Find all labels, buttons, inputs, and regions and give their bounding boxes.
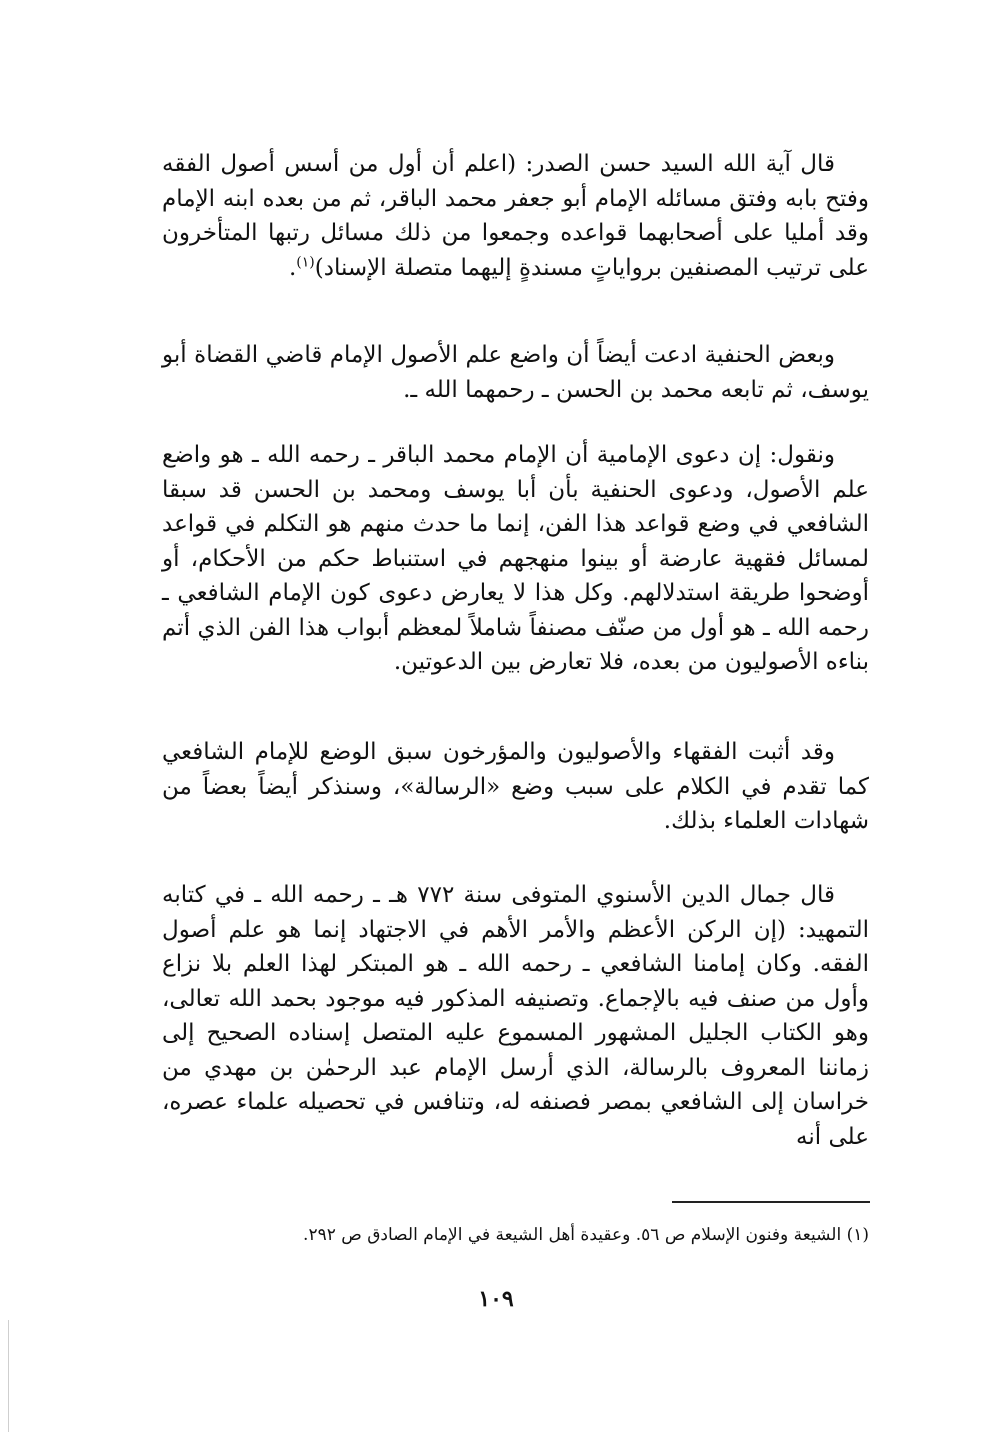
paragraph-2-text: وبعض الحنفية ادعت أيضاً أن واضع علم الأصول الإمام قاضي القضاة أبو يوسف، ثم تابعه محمد بن الحسن ـ رحمهما الله ـ.	[162, 342, 869, 403]
footnote-marker: (١)	[296, 253, 315, 270]
paragraph-1	[162, 147, 869, 285]
paragraph-1-end: .	[288, 254, 297, 281]
footnote-separator	[672, 1201, 870, 1203]
scan-edge-line	[8, 1320, 9, 1432]
page-number: ١٠٩	[478, 1286, 514, 1312]
paragraph-2	[162, 338, 869, 407]
paragraph-5-text: قال جمال الدين الأسنوي المتوفى سنة ٧٧٢ هـ ـ رحمه الله ـ في كتابه التمهيد: (إن الركن الأعظم والأمر الأهم في الاجتهاد إنما هو علم أصول الفقه. وكان إمامنا الشافعي ـ رحمه الله ـ هو المبتكر لهذا العلم بلا نزاع وأول من صنف فيه بالإجماع. وتصنيفه المذكور فيه موجود بحمد الله تعالى، وهو الكتاب الجليل المشهور المسموع عليه المتصل إسناده الصحيح إلى زماننا المعروف بالرسالة، الذي أرسل الإمام عبد الرحمٰن بن مهدي من خراسان إلى الشافعي بمصر فصنفه له، وتنافس في تحصيله علماء عصره، على أنه	[162, 882, 869, 1150]
paragraph-4	[162, 735, 869, 839]
paragraph-5	[162, 878, 869, 1154]
paragraph-3-text: ونقول: إن دعوى الإمامية أن الإمام محمد الباقر ـ رحمه الله ـ هو واضع علم الأصول، ودعوى الحنفية بأن أبا يوسف ومحمد بن الحسن قد سبقا الشافعي في وضع قواعد هذا الفن، إنما ما حدث منهم هو التكلم في قواعد لمسائل فقهية عارضة أو بينوا منهجهم في استنباط حكم من الأحكام، أو أوضحوا طريقة استدلالهم. وكل هذا لا يعارض دعوى كون الإمام الشافعي ـ رحمه الله ـ هو أول من صنّف مصنفاً شاملاً لمعظم أبواب هذا الفن الذي أتم بناءه الأصوليون من بعده، فلا تعارض بين الدعوتين.	[162, 442, 869, 675]
paragraph-4-text: وقد أثبت الفقهاء والأصوليون والمؤرخون سبق الوضع للإمام الشافعي كما تقدم في الكلام على سبب وضع «الرسالة»، وسنذكر أيضاً بعضاً من شهادات العلماء بذلك.	[162, 739, 869, 834]
footnote-text: (١) الشيعة وفنون الإسلام ص ٥٦. وعقيدة أهل الشيعة في الإمام الصادق ص ٢٩٢.	[303, 1225, 869, 1245]
paragraph-3	[162, 438, 869, 680]
paragraph-1-text: قال آية الله السيد حسن الصدر: (اعلم أن أول من أسس أصول الفقه وفتح بابه وفتق مسائله الإمام أبو جعفر محمد الباقر، ثم من بعده ابنه الإمام وقد أمليا على أصحابهما قواعده وجمعوا من ذلك مسائل رتبها المتأخرون على ترتيب المصنفين برواياتٍ مسندةٍ إليهما متصلة الإسناد)	[162, 151, 869, 281]
